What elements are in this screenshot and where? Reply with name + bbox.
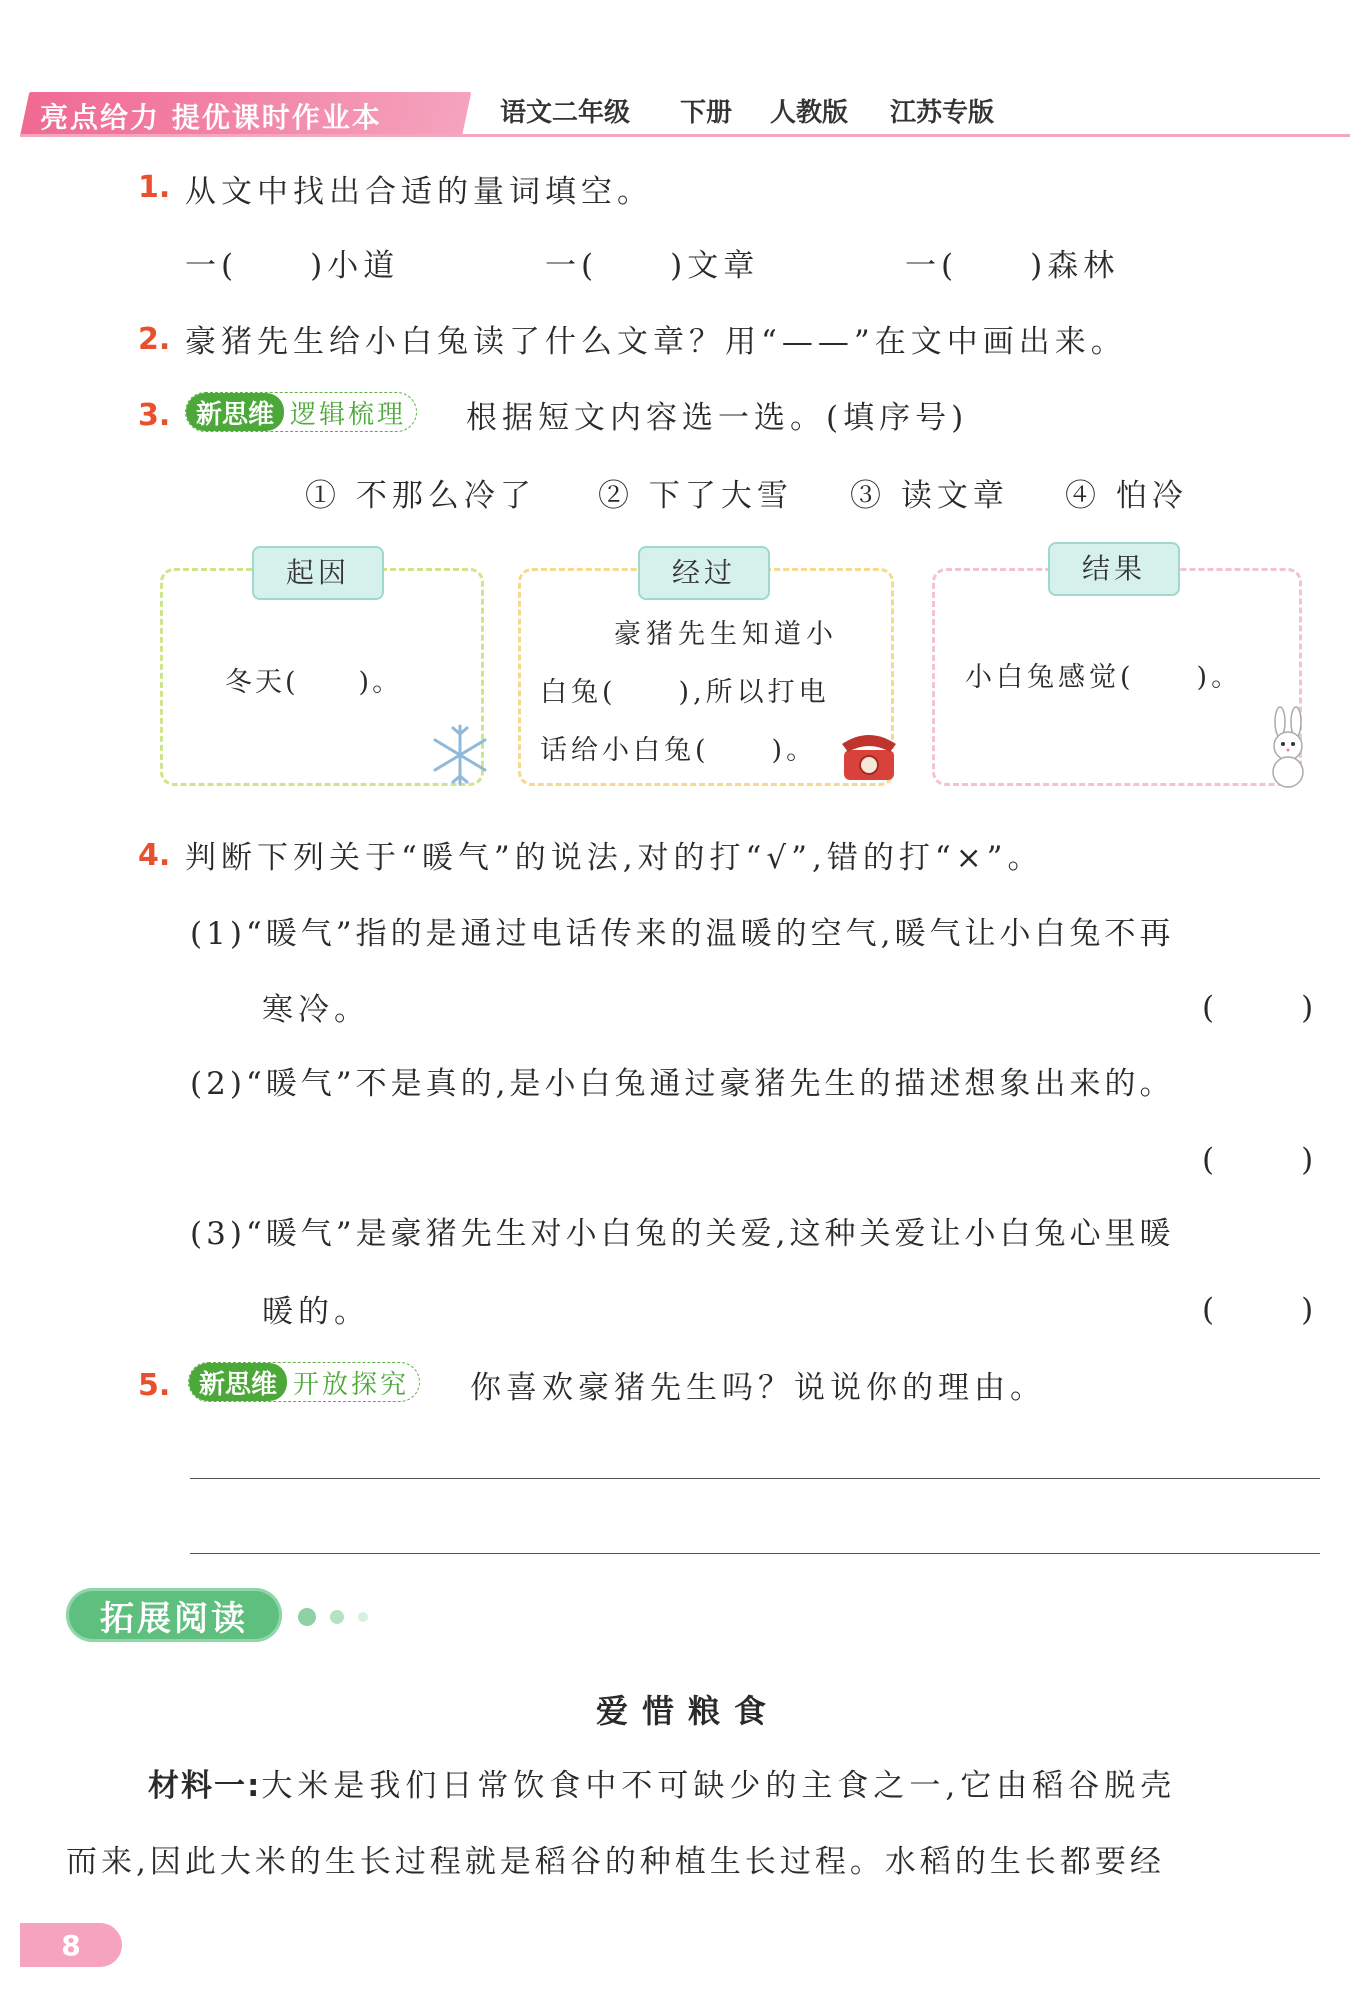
q4-item-1-line-2: 寒冷。: [262, 992, 370, 1028]
page-number: 8: [20, 1923, 122, 1967]
header-brand: 亮点给力 提优课时作业本: [40, 101, 382, 134]
q5-badge-main: 新思维: [189, 1363, 287, 1401]
q4-item-3-line-1: (3)“暖气”是豪猪先生对小白兔的关爱,这种关爱让小白兔心里暖: [190, 1216, 1175, 1252]
article-title: 爱惜粮食: [596, 1692, 781, 1730]
process-line-2: 白兔( ),所以打电: [540, 677, 830, 708]
process-tab: 经过: [638, 546, 770, 600]
material-1-line-2: 而来,因此大米的生长过程就是稻谷的种植生长过程。水稻的生长都要经: [66, 1844, 1165, 1880]
q1-number: 1.: [138, 170, 171, 205]
rabbit-icon: [1260, 706, 1316, 790]
q5-number: 5.: [138, 1368, 171, 1403]
q1-text: 从文中找出合适的量词填空。: [185, 174, 653, 210]
q4-item-1-answer[interactable]: ( ): [1202, 990, 1342, 1026]
header-edition: 人教版: [770, 98, 849, 128]
material-1-text: 大米是我们日常饮食中不可缺少的主食之一,它由稻谷脱壳: [261, 1768, 1177, 1804]
q1-blank-3: 一( )森林: [905, 248, 1120, 284]
q4-text: 判断下列关于“暖气”的说法,对的打“√”,错的打“×”。: [185, 840, 1044, 876]
q4-item-2-line-1: (2)“暖气”不是真的,是小白兔通过豪猪先生的描述想象出来的。: [190, 1066, 1175, 1102]
q3-option-2: ② 下了大雪: [598, 478, 793, 514]
extended-reading-title: 拓展阅读: [66, 1588, 282, 1642]
q3-option-4: ④ 怕冷: [1065, 478, 1188, 514]
decor-dot-2: [330, 1610, 344, 1624]
decor-dot-1: [298, 1608, 316, 1626]
q3-badge-main: 新思维: [186, 393, 284, 431]
q4-item-1-line-1: (1)“暖气”指的是通过电话传来的温暖的空气,暖气让小白兔不再: [190, 916, 1175, 952]
result-text: 小白兔感觉( )。: [965, 662, 1243, 693]
decor-dot-3: [358, 1612, 368, 1622]
q4-item-3-line-2: 暖的。: [262, 1294, 370, 1330]
q3-number: 3.: [138, 398, 171, 433]
q3-badge: [185, 392, 417, 432]
q4-item-2-answer[interactable]: ( ): [1202, 1142, 1342, 1178]
header-region: 江苏专版: [890, 98, 995, 128]
q3-option-1: ① 不那么冷了: [305, 478, 536, 514]
q5-badge-sub: 开放探究: [293, 1369, 410, 1400]
snowflake-icon: [425, 720, 495, 790]
q1-blank-2: 一( )文章: [545, 248, 760, 284]
q2-number: 2.: [138, 322, 171, 357]
q5-text: 你喜欢豪猪先生吗？说说你的理由。: [470, 1370, 1046, 1406]
process-line-1: 豪猪先生知道小: [614, 619, 838, 650]
material-1-label: 材料一:: [148, 1768, 262, 1804]
q2-text: 豪猪先生给小白兔读了什么文章？用“——”在文中画出来。: [185, 324, 1127, 360]
q3-option-3: ③ 读文章: [850, 478, 1009, 514]
q3-badge-sub: 逻辑梳理: [290, 399, 407, 430]
cause-text: 冬天( )。: [225, 667, 403, 698]
q4-item-3-answer[interactable]: ( ): [1202, 1292, 1342, 1328]
material-1-line-1: [148, 1760, 1176, 1805]
q5-badge: [188, 1362, 420, 1402]
cause-tab: 起因: [252, 546, 384, 600]
telephone-icon: [838, 726, 900, 784]
header-term: 下册: [680, 98, 733, 128]
q4-number: 4.: [138, 838, 171, 873]
result-tab: 结果: [1048, 542, 1180, 596]
q1-blank-1: 一( )小道: [185, 248, 400, 284]
q3-text: 根据短文内容选一选。(填序号): [466, 400, 969, 436]
answer-line-1[interactable]: [190, 1478, 1320, 1479]
answer-line-2[interactable]: [190, 1553, 1320, 1554]
header-subject: 语文二年级: [500, 98, 631, 128]
process-line-3: 话给小白兔( )。: [540, 735, 818, 766]
